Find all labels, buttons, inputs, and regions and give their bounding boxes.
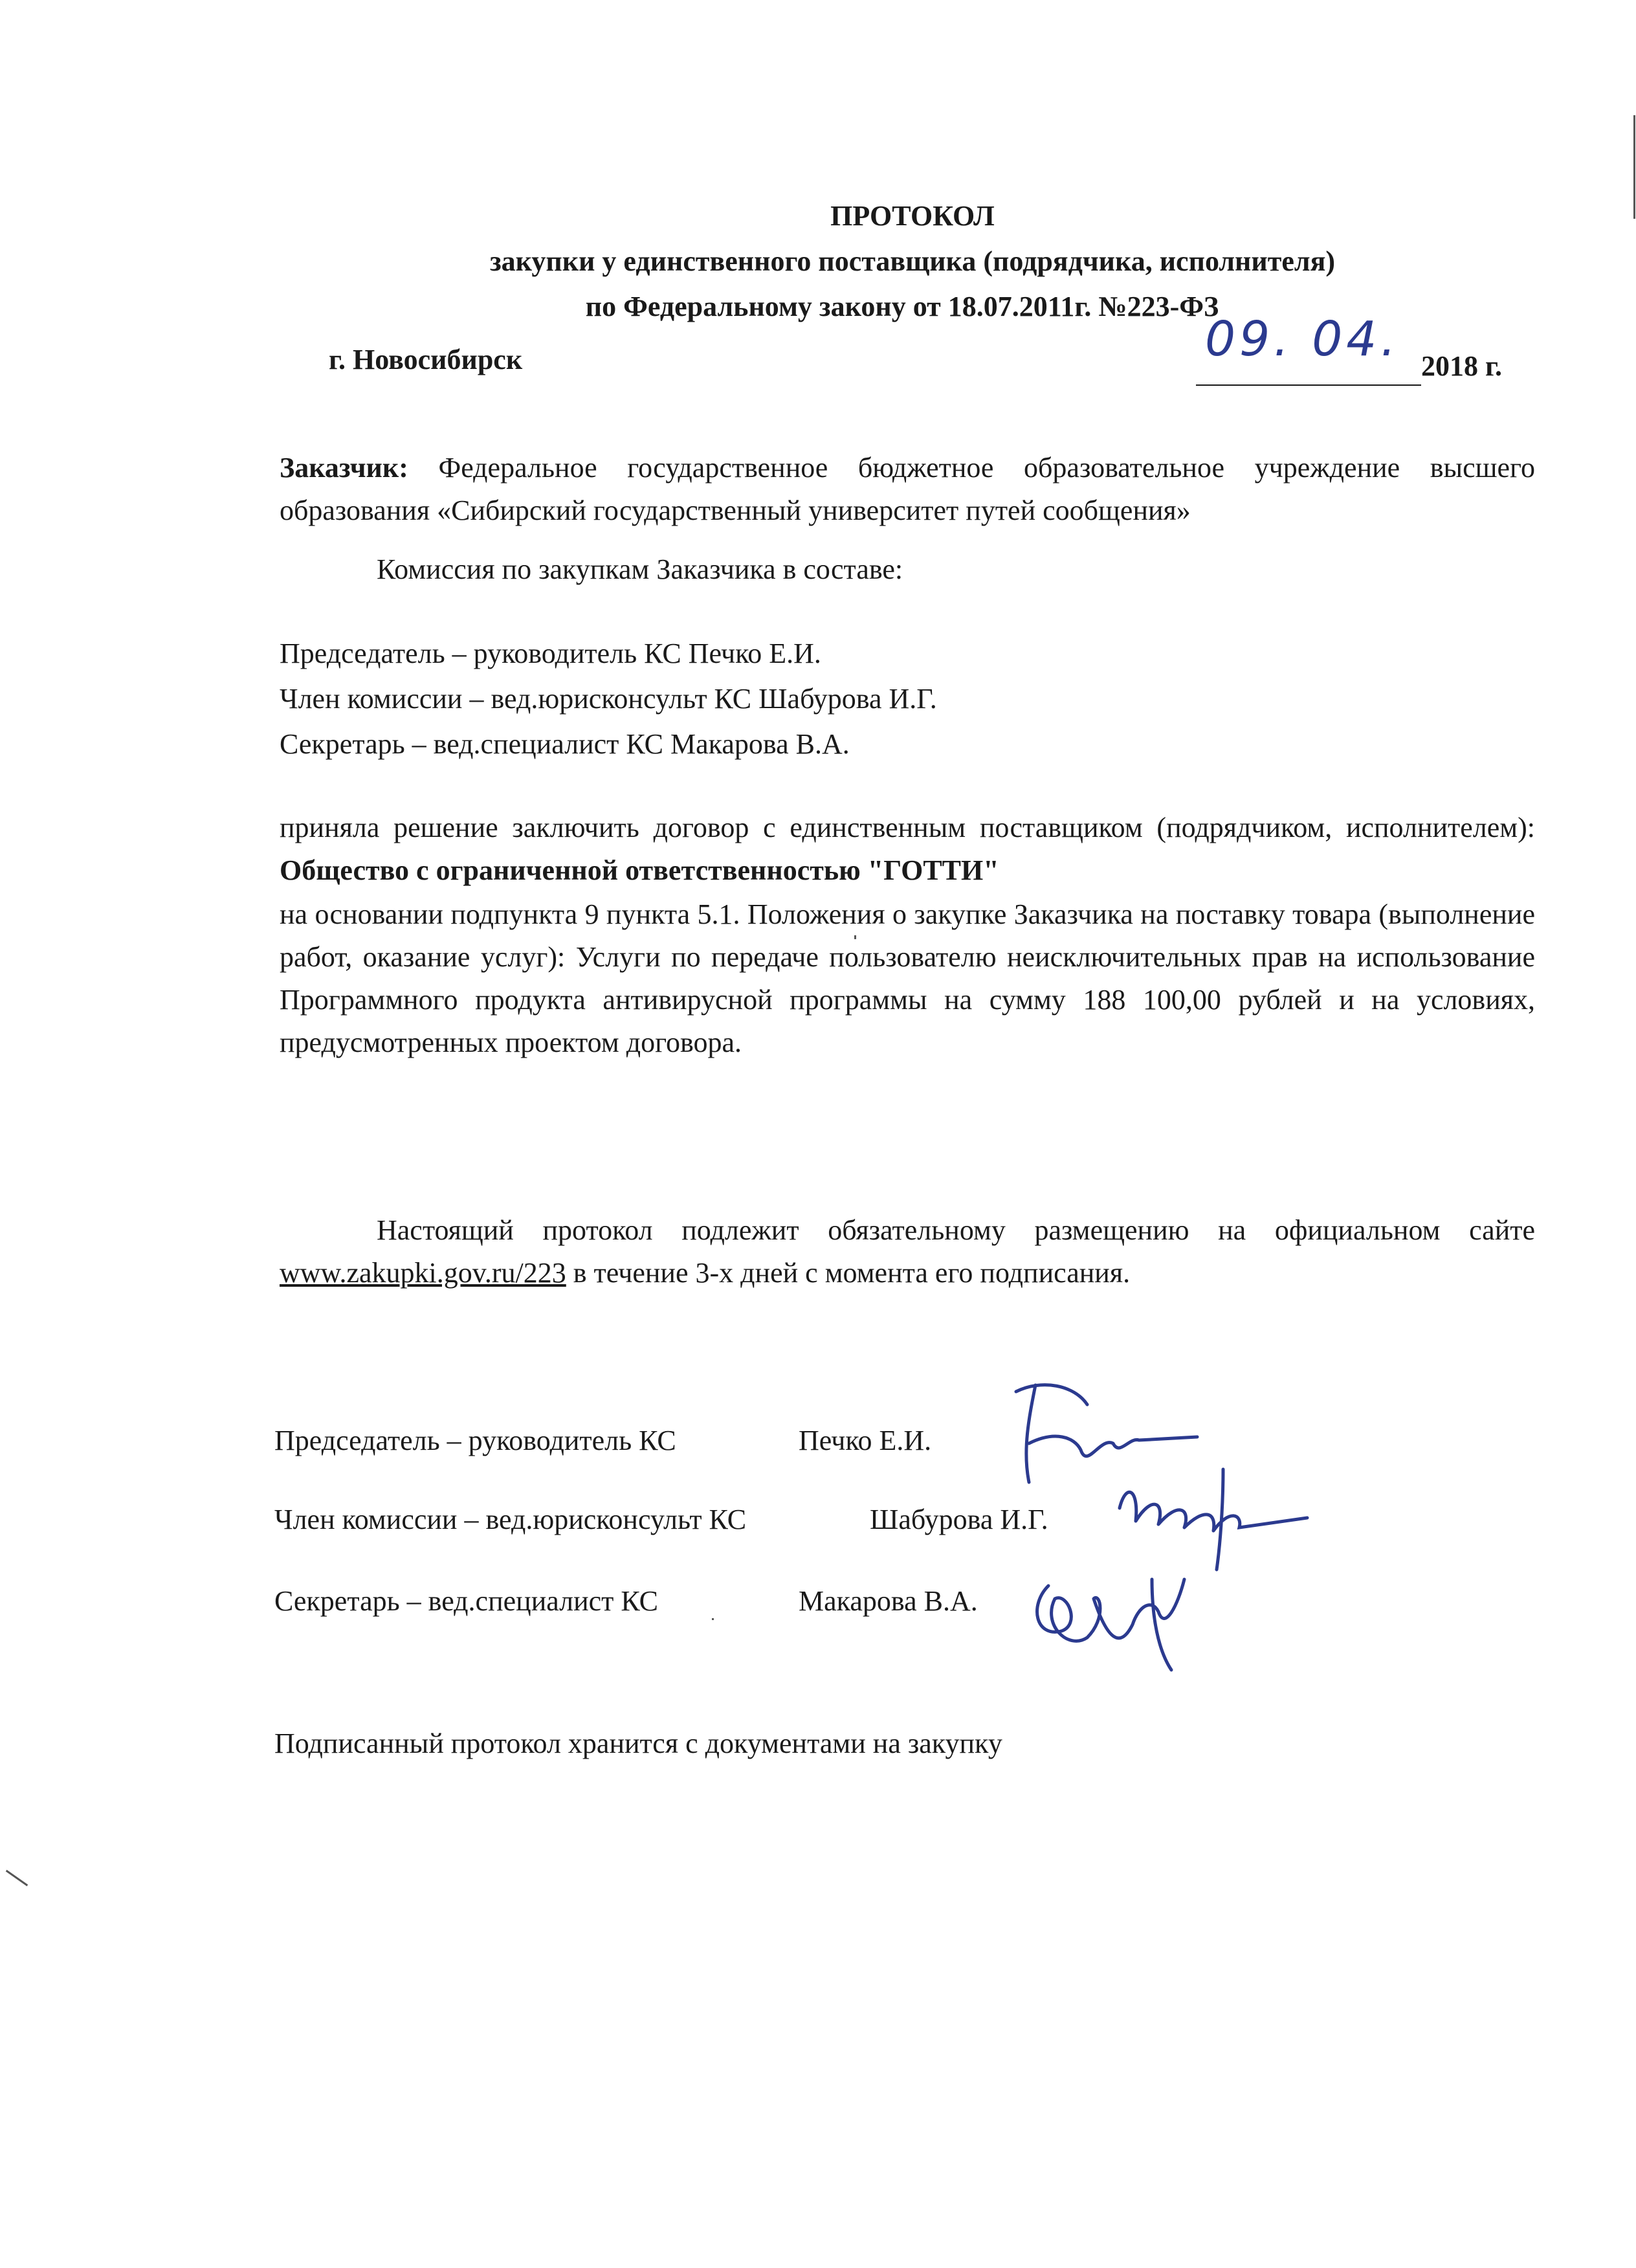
publication-paragraph [280, 1209, 1535, 1295]
customer-paragraph [280, 447, 1535, 532]
decision-basis: на основании подпункта 9 пункта 5.1. Положения о закупке Заказчика на поставку товара (выполнение работ, оказание услуг): Услуги по передаче пользователю неисключительных прав на использование Программного продукта антивирусной программы на сумму 188 100,00 рублей и на условиях, предусмотренных проектом договора. [280, 898, 1535, 1058]
customer-text: Федеральное государственное бюджетное образовательное учреждение высшего образования «Сибирский государственный университет путей сообщения» [280, 452, 1535, 526]
signature-role-secretary: Секретарь – вед.специалист КС [274, 1585, 659, 1617]
scan-speck [712, 1618, 714, 1620]
signature-role-chairman: Председатель – руководитель КС [274, 1425, 676, 1456]
document-title: ПРОТОКОЛ [830, 200, 995, 232]
signature-name-secretary: Макарова В.А. [799, 1585, 978, 1617]
secretary-signature [1022, 1540, 1204, 1676]
date-year: 2018 г. [1421, 350, 1503, 382]
supplier-name: Общество с ограниченной ответственностью "ГОТТИ" [280, 854, 999, 886]
footer-note: Подписанный протокол хранится с документами на закупку [274, 1728, 1002, 1759]
signature-name-chairman: Печко Е.И. [799, 1425, 932, 1456]
scan-speck [854, 935, 856, 939]
signature-name-lawyer: Шабурова И.Г. [870, 1504, 1048, 1535]
zakupki-link[interactable]: www.zakupki.gov.ru/223 [280, 1257, 566, 1289]
place: г. Новосибирск [329, 344, 523, 375]
commission-member-secretary: Секретарь – вед.специалист КС Макарова В.А. [280, 728, 850, 760]
date-underline [1196, 384, 1421, 386]
document-subtitle-line1: закупки у единственного поставщика (подрядчика, исполнителя) [489, 245, 1336, 277]
scan-edge-mark [6, 1870, 28, 1886]
document-subtitle-line2: по Федеральному закону от 18.07.2011г. №223-ФЗ [585, 291, 1219, 322]
decision-paragraph [280, 806, 1535, 892]
decision-text: приняла решение заключить договор с единственным поставщиком (подрядчиком, исполнителем): [280, 812, 1535, 843]
commission-member-lawyer: Член комиссии – вед.юрисконсульт КС Шабурова И.Г. [280, 683, 937, 715]
commission-intro: Комиссия по закупкам Заказчика в составе: [377, 553, 903, 585]
customer-label: Заказчик: [280, 452, 408, 484]
scan-edge-mark [1633, 115, 1635, 219]
handwritten-date: 09. 04. [1205, 311, 1400, 367]
commission-member-chairman: Председатель – руководитель КС Печко Е.И. [280, 638, 821, 669]
publication-text: Настоящий протокол подлежит обязательному размещению на официальном сайте [377, 1214, 1535, 1246]
publication-text-after: в течение 3-х дней с момента его подписания. [566, 1257, 1131, 1289]
signature-role-lawyer: Член комиссии – вед.юрисконсульт КС [274, 1504, 747, 1535]
